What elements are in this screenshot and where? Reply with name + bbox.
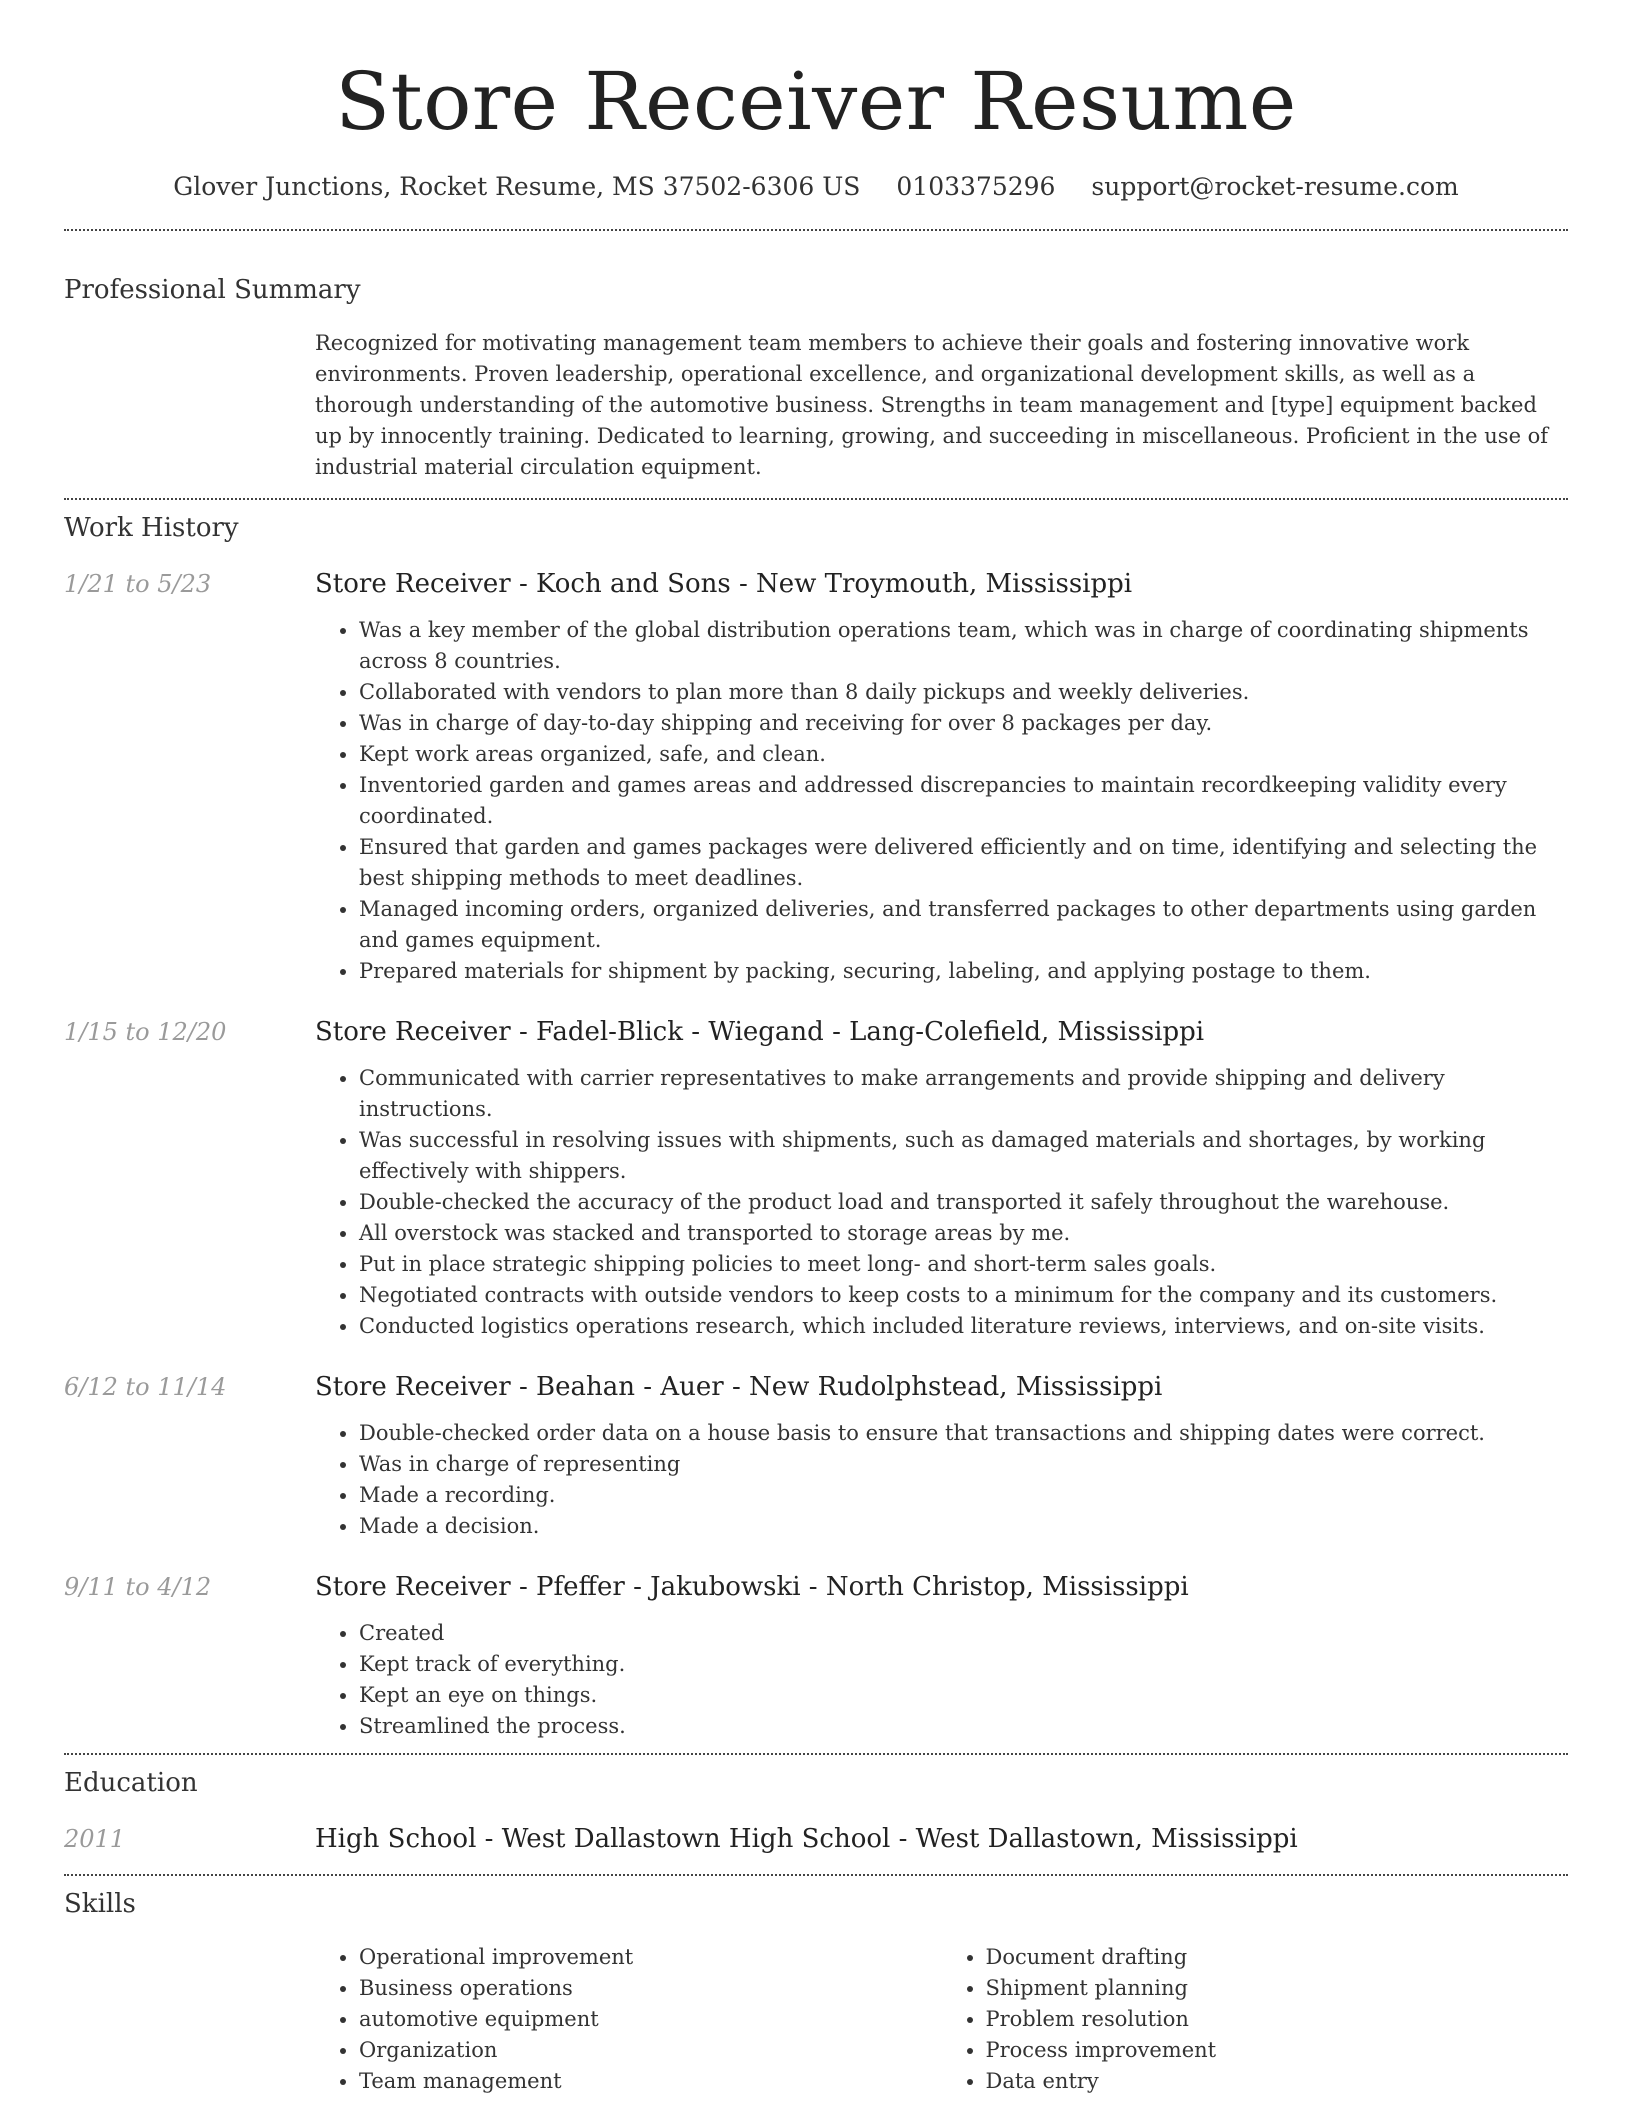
job-entry xyxy=(64,1015,1568,1342)
job-duty: • Was a key member of the global distribution operations team, which was in charge of coordinating shipments across 8 countries. xyxy=(359,615,1568,677)
job-duty: • Made a decision. xyxy=(359,1511,1568,1542)
education-year: 2011 xyxy=(64,1825,126,1853)
job-dates: 9/11 to 4/12 xyxy=(64,1573,212,1601)
job-duty: • Ensured that garden and games packages were delivered efficiently and on time, identifying and selecting the best shipping methods to meet deadlines. xyxy=(359,832,1568,894)
skills-left-list xyxy=(315,1942,942,2097)
job-duty: • Kept track of everything. xyxy=(359,1649,1568,1680)
skills-columns xyxy=(315,1942,1568,2097)
job-duty: • Double-checked the accuracy of the product load and transported it safely throughout the warehouse. xyxy=(359,1187,1568,1218)
job-title: Store Receiver - Koch and Sons - New Troymouth, Mississippi xyxy=(315,569,1133,599)
section-divider xyxy=(64,1874,1568,1876)
summary-text: Recognized for motivating management team members to achieve their goals and fostering innovative work environments. Proven leadership, operational excellence, and organizational development skills, as well as a thorough understanding of the automotive business. Strengths in team management and [type] equipment backed up by innocently training. Dedicated to learning, growing, and succeeding in miscellaneous. Proficient in the use of industrial material circulation equipment. xyxy=(315,331,1549,479)
contact-address: Glover Junctions, Rocket Resume, MS 37502-6306 US xyxy=(173,172,861,201)
job-duty: • Double-checked order data on a house basis to ensure that transactions and shipping dates were correct. xyxy=(359,1418,1568,1449)
job-duty: • Inventoried garden and games areas and addressed discrepancies to maintain recordkeeping validity every coordinated. xyxy=(359,770,1568,832)
education-heading: Education xyxy=(64,1768,198,1798)
resume-title: Store Receiver Resume xyxy=(335,55,1297,148)
job-header xyxy=(64,1015,1568,1049)
contact-phone: 0103375296 xyxy=(896,172,1056,201)
job-duty: • Kept an eye on things. xyxy=(359,1680,1568,1711)
job-duty: • Communicated with carrier representatives to make arrangements and provide shipping and delivery instructions. xyxy=(359,1063,1568,1125)
job-dates: 6/12 to 11/14 xyxy=(64,1373,227,1401)
section-divider xyxy=(64,229,1568,231)
job-entry xyxy=(64,1370,1568,1542)
job-dates: 1/21 to 5/23 xyxy=(64,570,212,598)
job-header xyxy=(64,1370,1568,1404)
job-title: Store Receiver - Pfeffer - Jakubowski - North Christop, Mississippi xyxy=(315,1572,1189,1602)
work-history-heading: Work History xyxy=(64,513,239,543)
job-title: Store Receiver - Beahan - Auer - New Rudolphstead, Mississippi xyxy=(315,1372,1163,1402)
job-duty: • Managed incoming orders, organized deliveries, and transferred packages to other departments using garden and games equipment. xyxy=(359,894,1568,956)
skills-heading: Skills xyxy=(64,1889,136,1919)
contact-email: support@rocket-resume.com xyxy=(1091,172,1459,201)
job-duty: • Was in charge of representing xyxy=(359,1449,1568,1480)
summary-heading: Professional Summary xyxy=(64,275,361,305)
resume-page xyxy=(64,0,1568,2097)
job-duty: • Collaborated with vendors to plan more than 8 daily pickups and weekly deliveries. xyxy=(359,677,1568,708)
job-duty: • Was in charge of day-to-day shipping and receiving for over 8 packages per day. xyxy=(359,708,1568,739)
job-title: Store Receiver - Fadel-Blick - Wiegand - Lang-Colefield, Mississippi xyxy=(315,1017,1205,1047)
skill-item: • automotive equipment xyxy=(359,2004,942,2035)
job-header xyxy=(64,567,1568,601)
job-duties-list xyxy=(315,615,1568,987)
skill-item: • Team management xyxy=(359,2066,942,2097)
skill-item: • Business operations xyxy=(359,1973,942,2004)
skill-item: • Document drafting xyxy=(986,1942,1569,1973)
job-entry xyxy=(64,567,1568,987)
job-duty: • Kept work areas organized, safe, and clean. xyxy=(359,739,1568,770)
skills-right-list xyxy=(942,1942,1569,2097)
job-duty: • Prepared materials for shipment by packing, securing, labeling, and applying postage to them. xyxy=(359,956,1568,987)
job-duty: • Was successful in resolving issues with shipments, such as damaged materials and shortages, by working effectively with shippers. xyxy=(359,1125,1568,1187)
skill-item: • Shipment planning xyxy=(986,1973,1569,2004)
skill-item: • Data entry xyxy=(986,2066,1569,2097)
work-history-list xyxy=(64,567,1568,1742)
skill-item: • Problem resolution xyxy=(986,2004,1569,2035)
job-duty: • Negotiated contracts with outside vendors to keep costs to a minimum for the company and its customers. xyxy=(359,1280,1568,1311)
job-duties-list xyxy=(315,1418,1568,1542)
job-duty: • Streamlined the process. xyxy=(359,1711,1568,1742)
job-duties-list xyxy=(315,1618,1568,1742)
skill-item: • Operational improvement xyxy=(359,1942,942,1973)
skill-item: • Process improvement xyxy=(986,2035,1569,2066)
contact-line xyxy=(64,170,1568,204)
section-divider xyxy=(64,1753,1568,1755)
section-divider xyxy=(64,498,1568,500)
job-duty: • Conducted logistics operations research, which included literature reviews, interviews, and on-site visits. xyxy=(359,1311,1568,1342)
job-duty: • Made a recording. xyxy=(359,1480,1568,1511)
education-text: High School - West Dallastown High School - West Dallastown, Mississippi xyxy=(315,1824,1298,1854)
job-header xyxy=(64,1570,1568,1604)
job-duty: • Created xyxy=(359,1618,1568,1649)
job-dates: 1/15 to 12/20 xyxy=(64,1018,227,1046)
job-duty: • Put in place strategic shipping policies to meet long- and short-term sales goals. xyxy=(359,1249,1568,1280)
education-entry xyxy=(64,1822,1568,1856)
job-duty: • All overstock was stacked and transported to storage areas by me. xyxy=(359,1218,1568,1249)
job-entry xyxy=(64,1570,1568,1742)
skill-item: • Organization xyxy=(359,2035,942,2066)
job-duties-list xyxy=(315,1063,1568,1342)
